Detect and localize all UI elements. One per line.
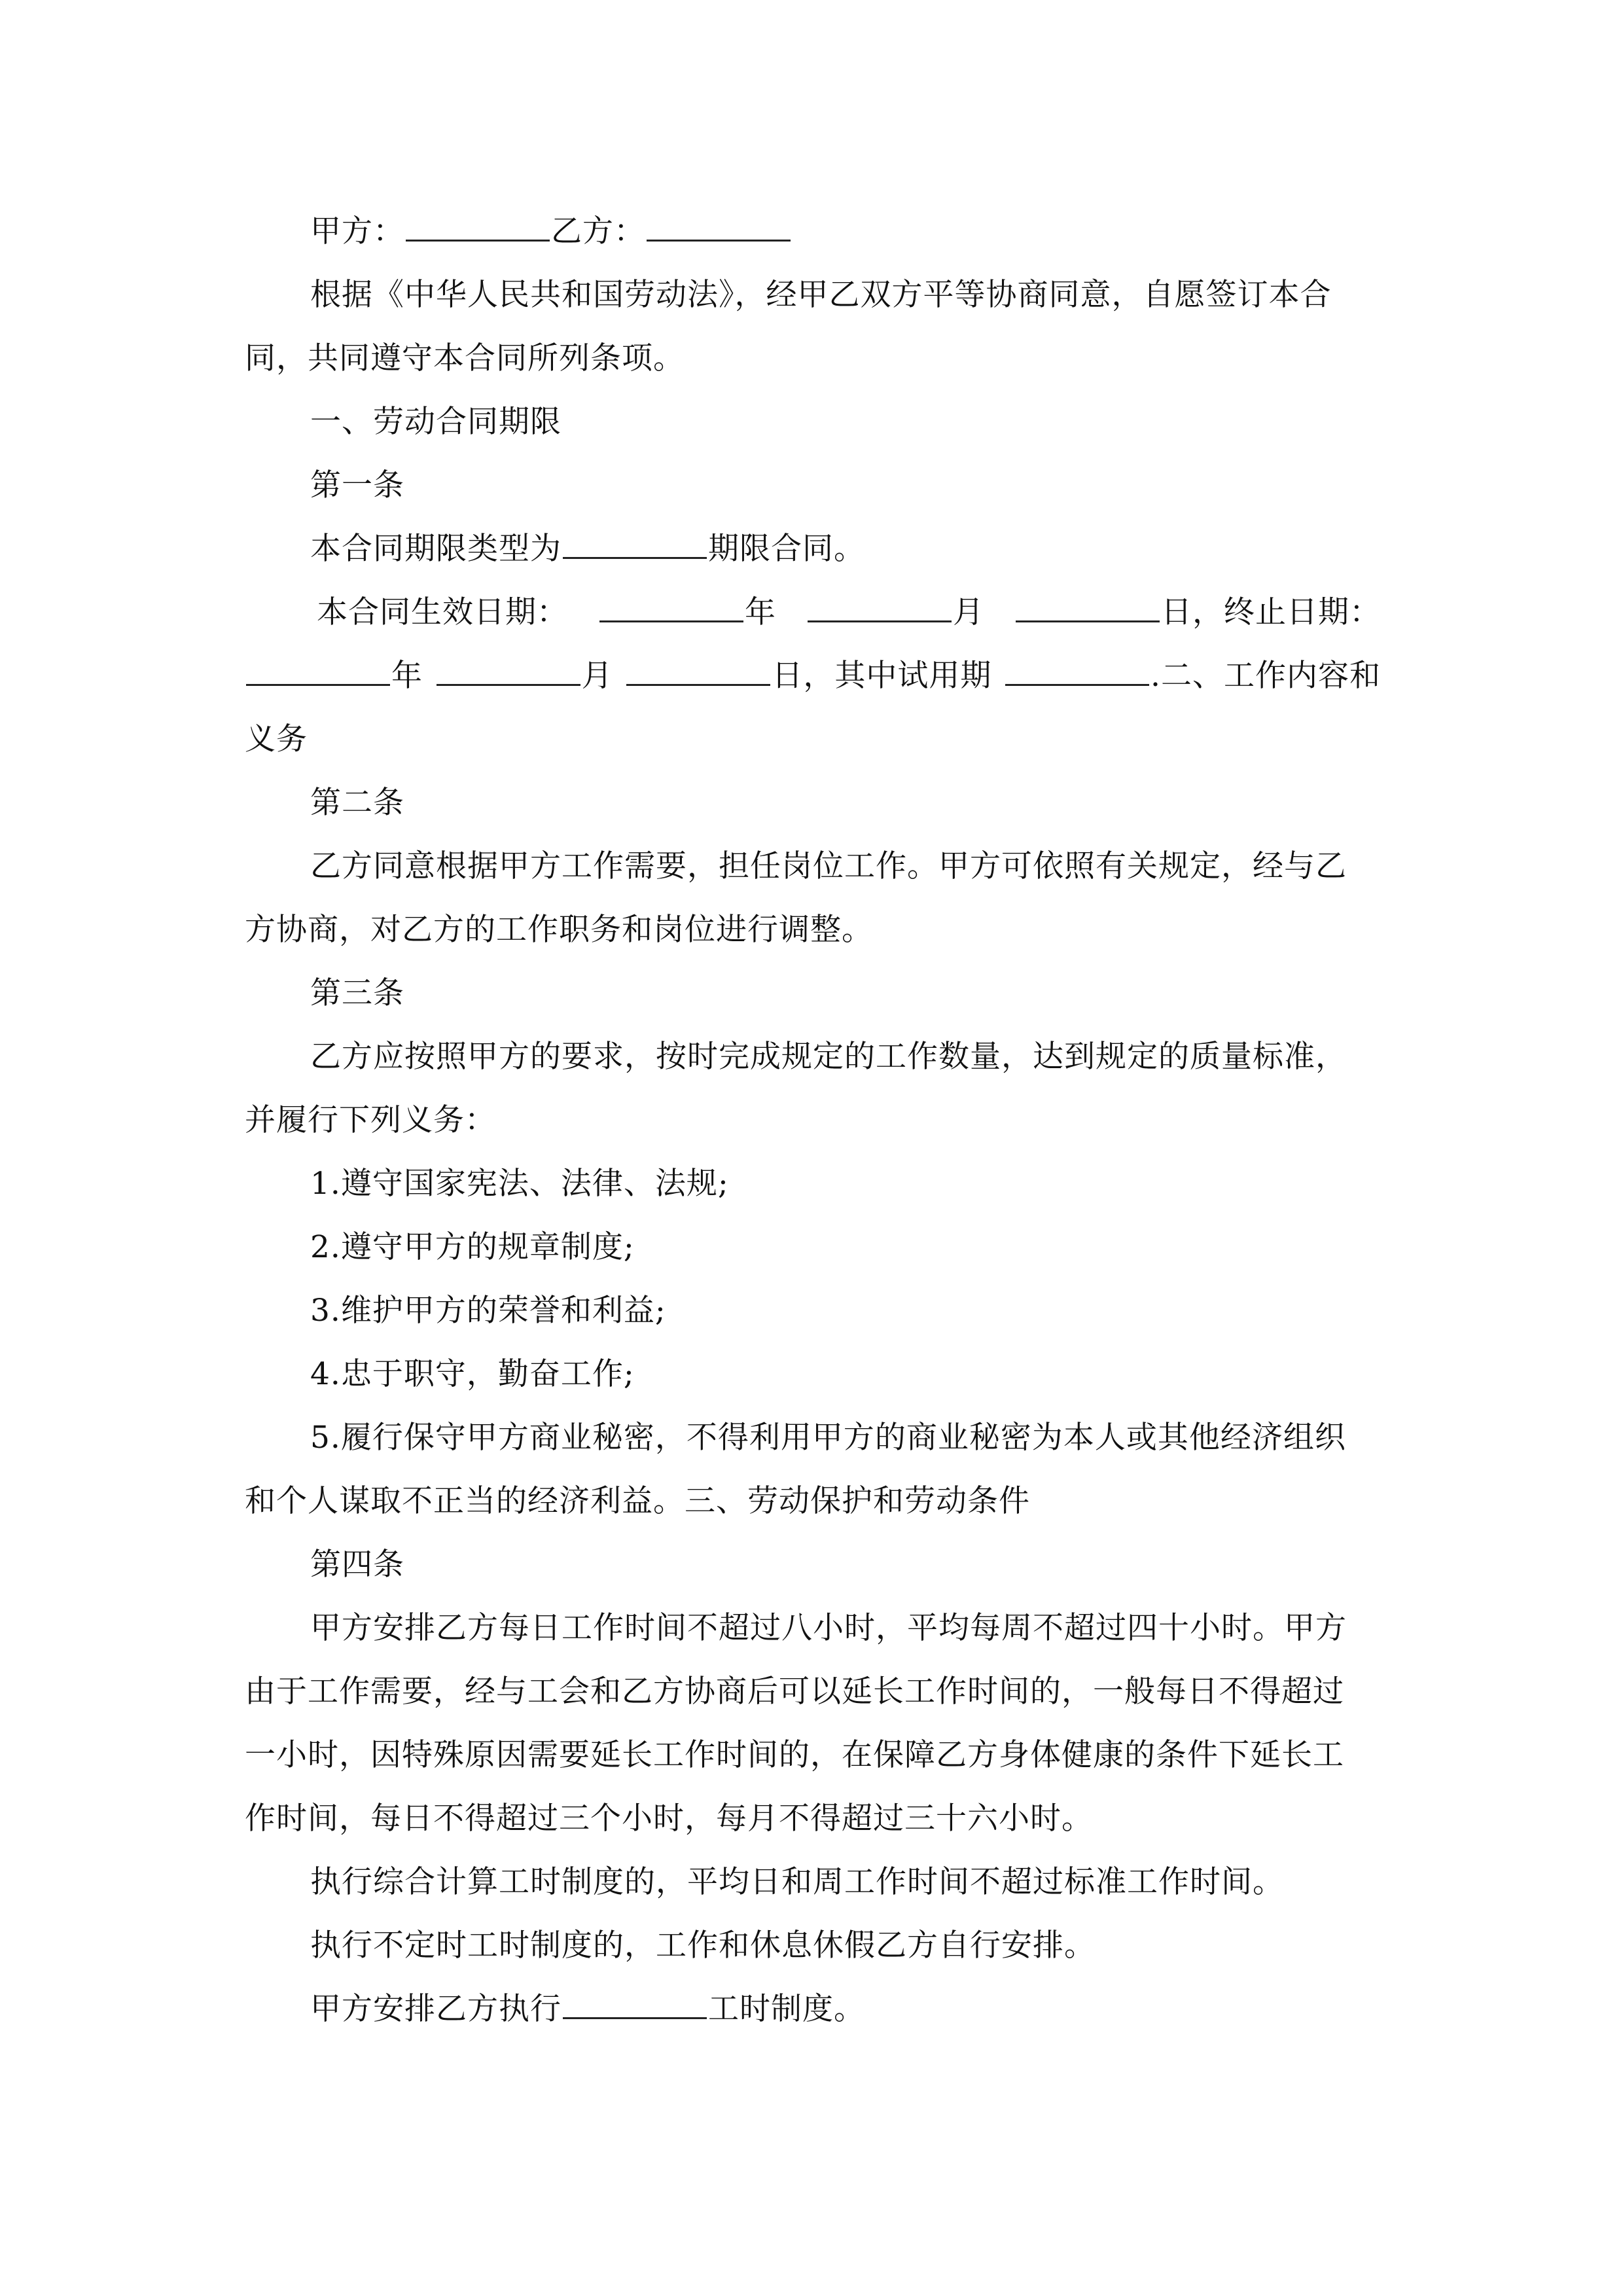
party-a-blank[interactable] xyxy=(406,213,550,242)
section-1-title: 一、劳动合同期限 xyxy=(310,404,562,440)
probation-blank[interactable] xyxy=(1005,658,1149,686)
party-line xyxy=(245,200,1381,263)
effective-year-blank[interactable] xyxy=(599,594,743,622)
article-4-title: 第四条 xyxy=(310,1547,404,1583)
term-type-line xyxy=(245,517,1381,581)
end-month-label: 月 xyxy=(581,658,613,694)
article-3-line-2: 并履行下列义务： xyxy=(245,1102,496,1138)
party-b-label: 乙方： xyxy=(551,213,645,249)
end-month-blank[interactable] xyxy=(437,658,580,686)
intro-text-1: 根据《中华人民共和国劳动法》，经甲乙双方平等协商同意，自愿签订本合 xyxy=(310,277,1332,313)
effective-month-label: 月 xyxy=(953,594,984,630)
end-month-group xyxy=(435,644,613,708)
article-1-title: 第一条 xyxy=(310,467,404,503)
article-3-line-1: 乙方应按照甲方的要求，按时完成规定的工作数量，达到规定的质量标准， xyxy=(310,1039,1347,1075)
intro-line-1 xyxy=(245,263,1381,327)
effective-year-label: 年 xyxy=(745,594,776,630)
document-body xyxy=(245,200,1381,2041)
article-4-line-1: 甲方安排乙方每日工作时间不超过八小时，平均每周不超过四十小时。甲方 xyxy=(310,1610,1347,1646)
party-a-label: 甲方： xyxy=(310,213,404,249)
hours-system-before: 甲方安排乙方执行 xyxy=(310,1991,562,2027)
effective-day-group xyxy=(1014,581,1381,644)
duty-item-5-line-2: 和个人谋取不正当的经济利益。三、劳动保护和劳动条件 xyxy=(245,1483,1030,1519)
article-4-line-2: 由于工作需要，经与工会和乙方协商后可以延长工作时间的，一般每日不得超过 xyxy=(245,1674,1344,1710)
end-year-group xyxy=(245,644,423,708)
effective-date-label: 本合同生效日期： xyxy=(317,594,568,630)
end-day-group xyxy=(625,644,991,708)
effective-month-group xyxy=(806,581,984,644)
effective-month-blank[interactable] xyxy=(808,594,952,622)
article-4-line-4: 作时间，每日不得超过三个小时，每月不得超过三十六小时。 xyxy=(245,1801,1093,1837)
section-2-title-start: .二、工作内容和 xyxy=(1150,658,1381,694)
article-2-line-2: 方协商，对乙方的工作职务和岗位进行调整。 xyxy=(245,912,873,948)
effective-day-label: 日，终止日期： xyxy=(1161,594,1381,630)
hours-system-after: 工时制度。 xyxy=(708,1991,865,2027)
end-day-label: 日，其中试用期 xyxy=(772,658,992,694)
duty-item-2: 2.遵守甲方的规章制度; xyxy=(310,1229,635,1265)
probation-group xyxy=(1004,644,1381,708)
article-2-title: 第二条 xyxy=(310,785,404,821)
effective-day-blank[interactable] xyxy=(1016,594,1160,622)
article-4-line-3: 一小时，因特殊原因需要延长工作时间的，在保障乙方身体健康的条件下延长工 xyxy=(245,1737,1344,1773)
end-year-label: 年 xyxy=(391,658,423,694)
duty-item-1: 1.遵守国家宪法、法律、法规; xyxy=(310,1166,729,1202)
duty-item-4: 4.忠于职守，勤奋工作; xyxy=(310,1356,635,1392)
party-b-blank[interactable] xyxy=(647,213,791,242)
flexible-hours-paragraph: 执行不定时工时制度的，工作和休息休假乙方自行安排。 xyxy=(310,1928,1096,1964)
article-2-line-1: 乙方同意根据甲方工作需要，担任岗位工作。甲方可依照有关规定，经与乙 xyxy=(310,848,1347,884)
hours-system-line xyxy=(245,1977,1381,2041)
end-date-line xyxy=(245,644,1381,708)
end-day-blank[interactable] xyxy=(626,658,770,686)
article-3-title: 第三条 xyxy=(310,975,404,1011)
hours-system-blank[interactable] xyxy=(563,1991,707,2019)
duty-item-5-line-1: 5.履行保守甲方商业秘密，不得利用甲方的商业秘密为本人或其他经济组织 xyxy=(310,1420,1346,1456)
end-year-blank[interactable] xyxy=(246,658,390,686)
intro-line-2: 同，共同遵守本合同所列条项。 xyxy=(245,340,685,376)
comprehensive-hours-paragraph: 执行综合计算工时制度的，平均日和周工作时间不超过标准工作时间。 xyxy=(310,1864,1284,1900)
effective-year-group xyxy=(598,581,776,644)
section-2-title-end: 义务 xyxy=(245,721,308,757)
term-type-before: 本合同期限类型为 xyxy=(310,531,562,567)
term-type-blank[interactable] xyxy=(563,531,707,559)
term-type-after: 期限合同。 xyxy=(708,531,865,567)
duty-item-3: 3.维护甲方的荣誉和利益; xyxy=(310,1293,666,1329)
effective-date-line xyxy=(245,581,1381,644)
